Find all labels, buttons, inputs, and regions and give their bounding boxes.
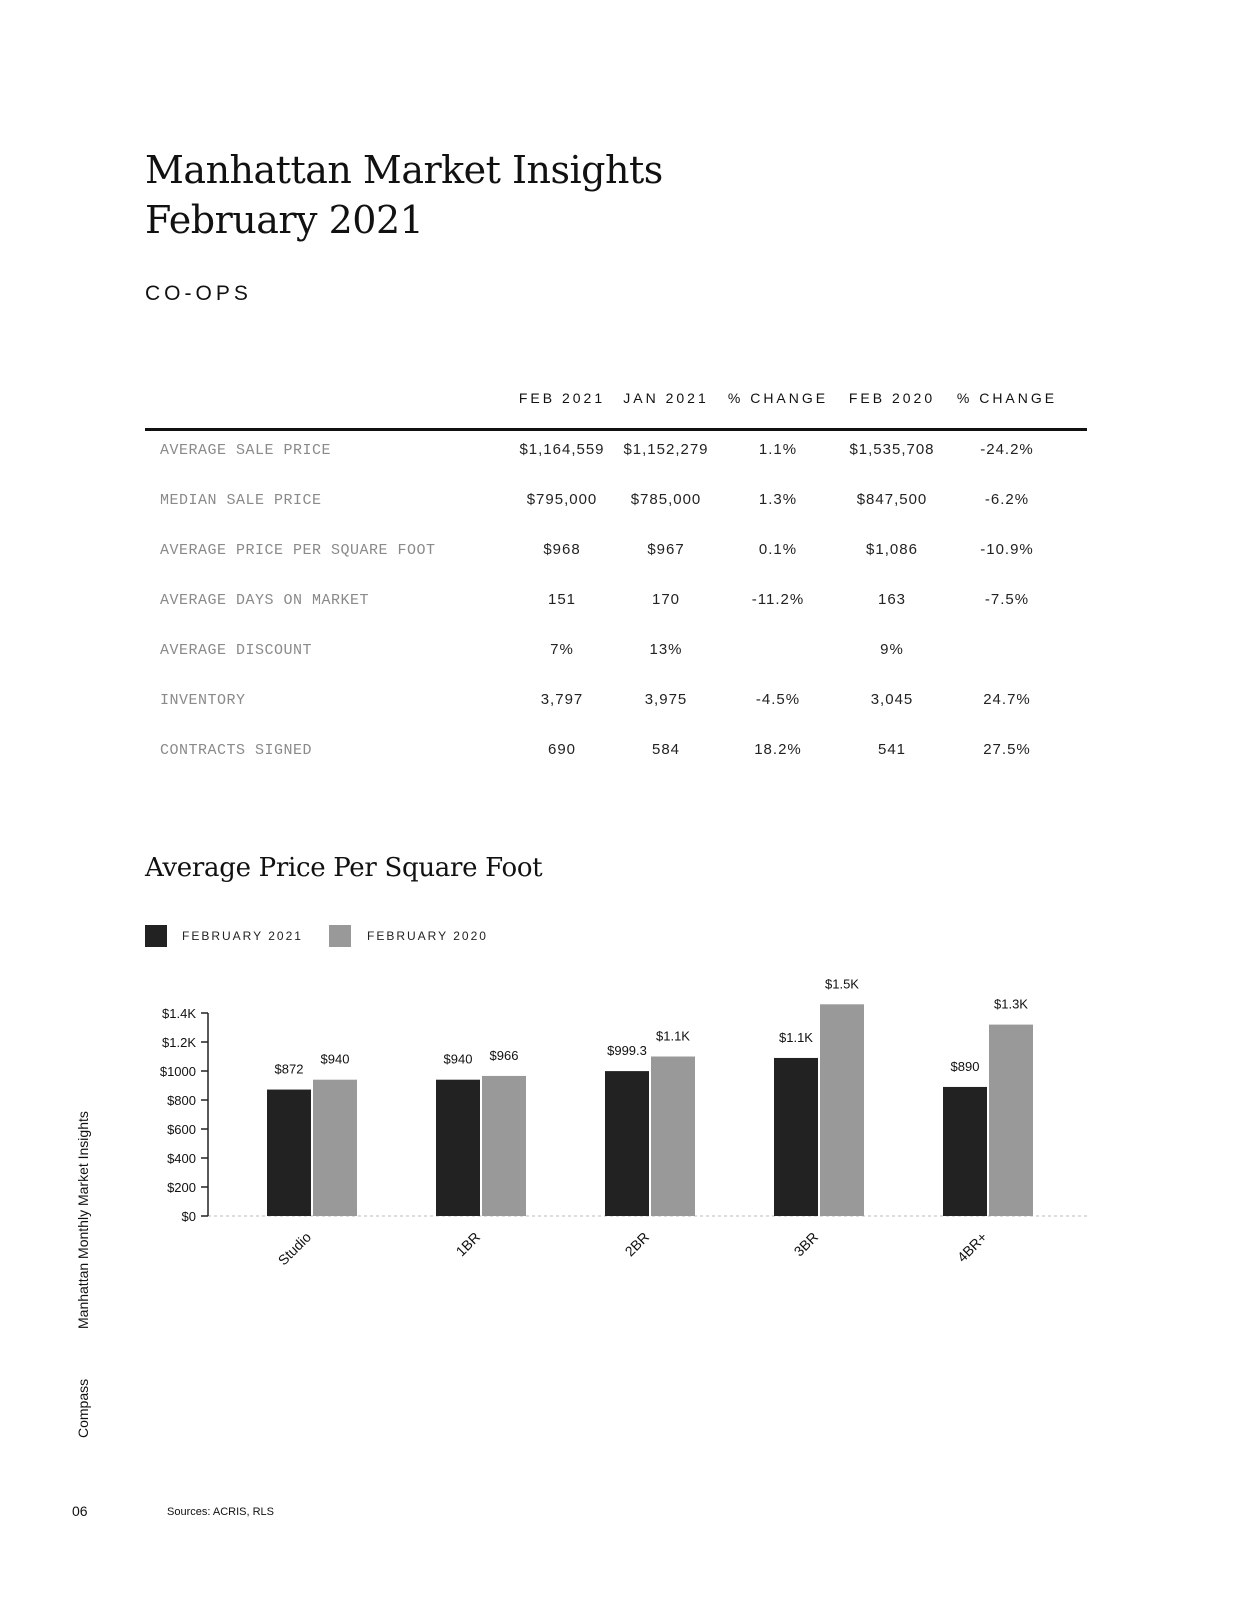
column-header-feb-2021: FEB 2021 bbox=[518, 390, 606, 406]
column-header-change-year: % CHANGE bbox=[956, 390, 1058, 406]
page-title bbox=[145, 145, 663, 245]
y-tick-label: $1000 bbox=[159, 1064, 196, 1079]
row-label: AVERAGE DISCOUNT bbox=[160, 642, 313, 659]
table-cell: $968 bbox=[543, 541, 581, 558]
table-cell: 13% bbox=[649, 641, 683, 658]
table-header-rule bbox=[145, 428, 1087, 431]
title-line-2: February 2021 bbox=[145, 198, 424, 242]
bar bbox=[436, 1080, 480, 1216]
chart-title: Average Price Per Square Foot bbox=[145, 853, 543, 883]
bar-chart bbox=[0, 950, 1236, 1280]
table-cell: $1,152,279 bbox=[623, 441, 709, 458]
y-tick-label: $600 bbox=[167, 1122, 196, 1137]
column-header-jan-2021: JAN 2021 bbox=[623, 390, 709, 406]
bar-value-label: $872 bbox=[274, 1061, 304, 1077]
table-cell: $795,000 bbox=[526, 491, 598, 508]
column-header-feb-2020: FEB 2020 bbox=[848, 390, 936, 406]
bar bbox=[313, 1080, 357, 1216]
y-tick-label: $1.4K bbox=[162, 1006, 196, 1021]
title-line-1: Manhattan Market Insights bbox=[145, 148, 663, 192]
table-cell: 163 bbox=[877, 591, 907, 608]
table-cell: 9% bbox=[880, 641, 904, 658]
row-label: AVERAGE SALE PRICE bbox=[160, 442, 332, 459]
table-cell: 151 bbox=[547, 591, 577, 608]
table-cell: 18.2% bbox=[754, 741, 802, 758]
table-cell: 690 bbox=[547, 741, 577, 758]
table-cell: $1,164,559 bbox=[519, 441, 605, 458]
y-tick-label: $400 bbox=[167, 1151, 196, 1166]
y-tick-label: $0 bbox=[181, 1209, 196, 1224]
bar bbox=[774, 1058, 818, 1216]
table-cell: 1.3% bbox=[758, 491, 798, 508]
row-label: CONTRACTS SIGNED bbox=[160, 742, 313, 759]
table-cell: 24.7% bbox=[983, 691, 1031, 708]
sources-note: Sources: ACRIS, RLS bbox=[167, 1506, 274, 1518]
x-category-label: 1BR bbox=[452, 1228, 484, 1260]
x-category-label: 4BR+ bbox=[953, 1228, 991, 1266]
brand-name: Compass bbox=[75, 1378, 91, 1438]
table-cell: 27.5% bbox=[983, 741, 1031, 758]
x-category-label: 3BR bbox=[790, 1228, 822, 1260]
table-cell: -10.9% bbox=[980, 541, 1034, 558]
legend-label-feb-2021: FEBRUARY 2021 bbox=[182, 929, 303, 943]
publication-name: Manhattan Monthly Market Insights bbox=[75, 1111, 91, 1329]
y-tick-label: $1.2K bbox=[162, 1035, 196, 1050]
x-category-label: Studio bbox=[274, 1228, 315, 1269]
bar-value-label: $1.3K bbox=[994, 996, 1028, 1012]
table-cell: 7% bbox=[550, 641, 574, 658]
row-label: AVERAGE PRICE PER SQUARE FOOT bbox=[160, 542, 436, 559]
bar-value-label: $940 bbox=[320, 1051, 350, 1067]
table-cell: 541 bbox=[877, 741, 907, 758]
x-category-label: 2BR bbox=[621, 1228, 653, 1260]
table-cell: 0.1% bbox=[758, 541, 798, 558]
table-cell: 584 bbox=[651, 741, 681, 758]
legend-swatch-feb-2021 bbox=[145, 925, 167, 947]
y-tick-label: $800 bbox=[167, 1093, 196, 1108]
table-cell: 170 bbox=[651, 591, 681, 608]
section-label: CO-OPS bbox=[145, 282, 252, 305]
row-label: AVERAGE DAYS ON MARKET bbox=[160, 592, 370, 609]
row-label: INVENTORY bbox=[160, 692, 246, 709]
table-cell: $1,086 bbox=[866, 541, 918, 558]
bar bbox=[820, 1004, 864, 1216]
column-header-change-month: % CHANGE bbox=[727, 390, 829, 406]
bar bbox=[943, 1087, 987, 1216]
bar-value-label: $999.3 bbox=[607, 1043, 647, 1059]
row-label: MEDIAN SALE PRICE bbox=[160, 492, 322, 509]
table-cell: -4.5% bbox=[755, 691, 801, 708]
bar bbox=[605, 1071, 649, 1216]
bar bbox=[267, 1090, 311, 1216]
bar bbox=[989, 1025, 1033, 1216]
page-number: 06 bbox=[72, 1503, 88, 1519]
table-cell: $1,535,708 bbox=[849, 441, 935, 458]
table-cell: -24.2% bbox=[980, 441, 1034, 458]
table-cell: 3,975 bbox=[644, 691, 688, 708]
bar bbox=[482, 1076, 526, 1216]
table-cell: -11.2% bbox=[751, 591, 805, 608]
table-cell: -6.2% bbox=[984, 491, 1030, 508]
bar-value-label: $1.5K bbox=[825, 976, 859, 992]
bar-value-label: $966 bbox=[489, 1047, 519, 1063]
legend-swatch-feb-2020 bbox=[329, 925, 351, 947]
table-cell: $847,500 bbox=[856, 491, 928, 508]
table-cell: 3,045 bbox=[870, 691, 914, 708]
table-cell: $785,000 bbox=[630, 491, 702, 508]
legend-label-feb-2020: FEBRUARY 2020 bbox=[367, 929, 488, 943]
bar-value-label: $1.1K bbox=[656, 1028, 690, 1044]
table-cell: -7.5% bbox=[984, 591, 1030, 608]
y-tick-label: $200 bbox=[167, 1180, 196, 1195]
table-cell: 3,797 bbox=[540, 691, 584, 708]
bar-value-label: $1.1K bbox=[779, 1029, 813, 1045]
bar-value-label: $890 bbox=[950, 1058, 980, 1074]
bar-value-label: $940 bbox=[443, 1051, 473, 1067]
table-cell: $967 bbox=[647, 541, 685, 558]
bar bbox=[651, 1057, 695, 1217]
table-cell: 1.1% bbox=[758, 441, 798, 458]
